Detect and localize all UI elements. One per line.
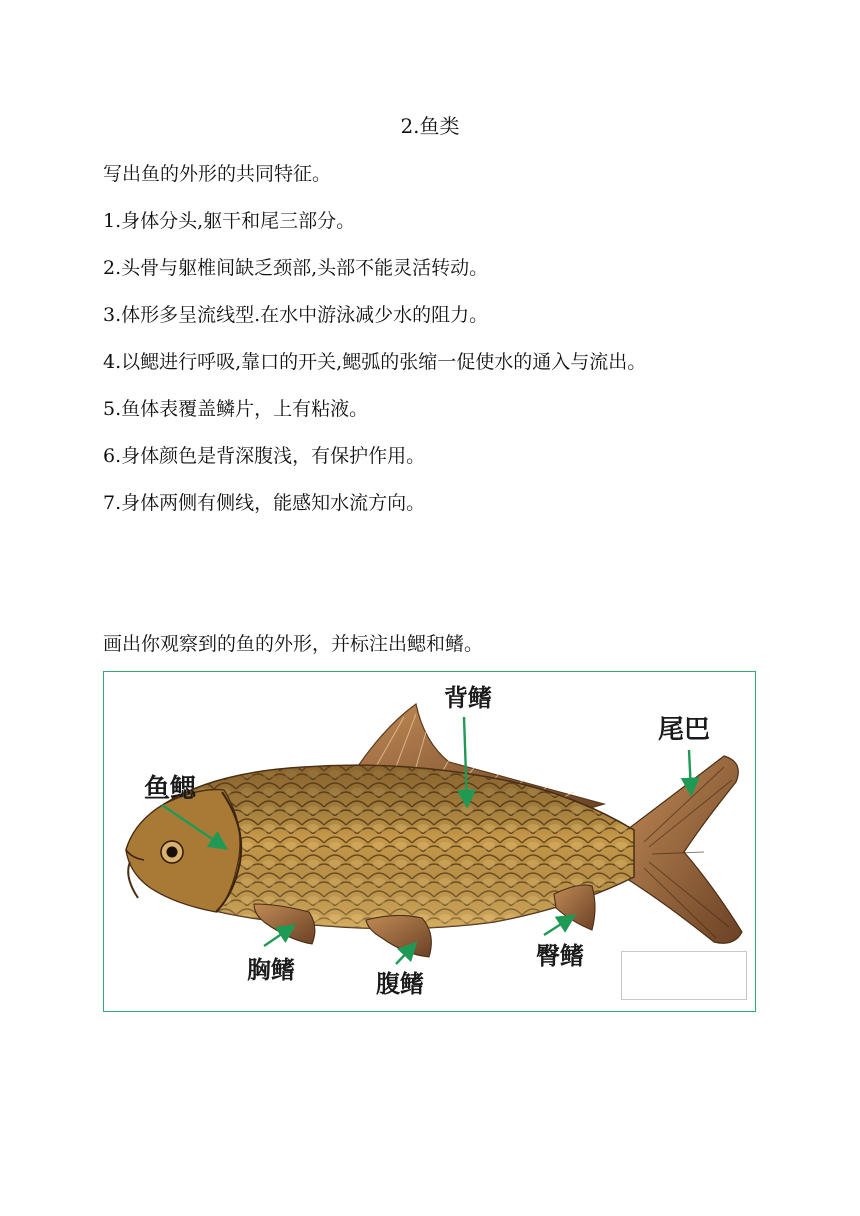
pelvic-fin [366,915,431,957]
anal-fin-arrow [544,917,572,935]
drawing-prompt: 画出你观察到的鱼的外形，并标注出鳃和鳍。 [103,633,484,655]
page-title: 2.鱼类 [400,114,460,138]
feature-item-3: 3.体形多呈流线型.在水中游泳减少水的阻力。 [103,304,489,326]
pelvic-fin-label: 腹鳍 [376,970,424,998]
feature-item-1: 1.身体分头,躯干和尾三部分。 [103,210,356,232]
features-prompt: 写出鱼的外形的共同特征。 [103,163,332,185]
blank-answer-box [621,951,747,1000]
tail-label: 尾巴 [658,715,711,745]
feature-item-2: 2.头骨与躯椎间缺乏颈部,头部不能灵活转动。 [103,257,489,279]
anal-fin-label: 臀鳍 [536,942,584,970]
pectoral-fin-label: 胸鳍 [247,956,295,984]
gill-label: 鱼鳃 [144,774,197,804]
feature-item-4: 4.以鳃进行呼吸,靠口的开关,鳃弧的张缩一促使水的通入与流出。 [103,351,647,373]
feature-item-5: 5.鱼体表覆盖鳞片，上有粘液。 [103,398,369,420]
fish-figure-box [103,671,756,1012]
tail-fin [624,756,742,943]
feature-item-6: 6.身体颜色是背深腹浅，有保护作用。 [103,445,426,467]
dorsal-fin-label: 背鳍 [444,684,492,712]
feature-item-7: 7.身体两侧有侧线，能感知水流方向。 [103,492,426,514]
